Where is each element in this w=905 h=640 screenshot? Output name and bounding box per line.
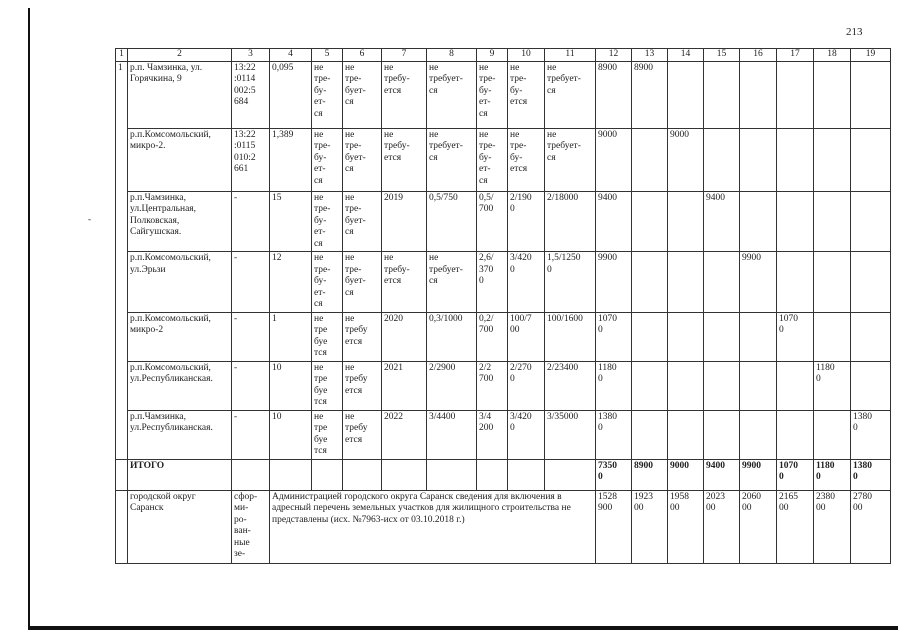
table-cell <box>704 128 740 191</box>
table-cell <box>851 61 891 128</box>
table-cell: 100/7 00 <box>508 312 545 361</box>
row-number: 1 <box>116 61 128 459</box>
table-cell: 0,095 <box>270 61 312 128</box>
table-cell: 1528 900 <box>596 490 632 563</box>
table-cell: 1923 00 <box>632 490 668 563</box>
table-cell: 2020 <box>382 312 427 361</box>
table-cell: 1958 00 <box>668 490 704 563</box>
table-cell: не тре- бу- ет- ся <box>312 252 343 313</box>
table-cell: не требу- ется <box>382 128 427 191</box>
table-row <box>116 191 891 252</box>
table-cell: не тре- бу- ется <box>508 128 545 191</box>
table-row <box>116 61 891 128</box>
district-name: городской округ Саранск <box>128 490 232 563</box>
column-header: 3 <box>232 49 270 62</box>
table-cell: 2019 <box>382 191 427 252</box>
table-cell: не требу- ется <box>382 252 427 313</box>
table-cell: 10 <box>270 361 312 410</box>
table-cell: - <box>232 252 270 313</box>
table-cell <box>851 312 891 361</box>
table-cell: 3/4400 <box>427 410 477 459</box>
table-cell <box>508 459 545 490</box>
table-cell: не тре- бу- ет- ся <box>312 191 343 252</box>
table-cell: не требует- ся <box>427 128 477 191</box>
table-cell: 9900 <box>596 252 632 313</box>
table-cell: р.п.Комсомольский, микро-2 <box>128 312 232 361</box>
table-cell: не требу ется <box>343 410 382 459</box>
table-cell: - <box>232 361 270 410</box>
total-value: 9000 <box>668 459 704 490</box>
column-header: 18 <box>814 49 851 62</box>
table-cell: 9400 <box>596 191 632 252</box>
table-cell <box>814 312 851 361</box>
table-cell <box>668 191 704 252</box>
table-cell: не тре- бу- ет- ся <box>477 128 508 191</box>
column-header: 19 <box>851 49 891 62</box>
table-cell <box>545 459 596 490</box>
page-number: 213 <box>846 26 863 38</box>
column-header: 5 <box>312 49 343 62</box>
table-cell: сфор- ми- ро- ван- ные зе- <box>232 490 270 563</box>
table-cell <box>740 410 777 459</box>
table-cell <box>814 252 851 313</box>
table-cell <box>704 361 740 410</box>
table-cell: 8900 <box>632 61 668 128</box>
table-cell: - <box>232 410 270 459</box>
table-cell: 2021 <box>382 361 427 410</box>
table-cell: не тре буе тся <box>312 361 343 410</box>
table-cell <box>777 252 814 313</box>
table-cell <box>740 61 777 128</box>
table-cell: 1380 0 <box>596 410 632 459</box>
table-cell <box>632 191 668 252</box>
table-cell <box>777 128 814 191</box>
table-cell: 2/2 700 <box>477 361 508 410</box>
left-border-line <box>28 8 30 630</box>
table-cell: 2/23400 <box>545 361 596 410</box>
table-cell <box>851 128 891 191</box>
column-header: 9 <box>477 49 508 62</box>
table-cell <box>668 361 704 410</box>
column-header: 8 <box>427 49 477 62</box>
table-cell <box>312 459 343 490</box>
table-row <box>116 252 891 313</box>
table-cell: 2,6/ 370 0 <box>477 252 508 313</box>
table-cell: 3/420 0 <box>508 252 545 313</box>
table-cell <box>116 459 128 490</box>
table-cell: не тре- бу- ет- ся <box>312 128 343 191</box>
table-cell <box>668 312 704 361</box>
column-header: 7 <box>382 49 427 62</box>
table-cell <box>668 410 704 459</box>
table-cell <box>232 459 270 490</box>
table-cell <box>427 459 477 490</box>
column-header: 2 <box>128 49 232 62</box>
table-cell <box>632 312 668 361</box>
table-cell: 8900 <box>596 61 632 128</box>
total-label: ИТОГО <box>128 459 232 490</box>
table-cell: не тре- бует- ся <box>343 252 382 313</box>
table-cell: не тре- бует- ся <box>343 61 382 128</box>
total-value: 9900 <box>740 459 777 490</box>
table-cell: 0,5/ 700 <box>477 191 508 252</box>
table-cell <box>777 361 814 410</box>
table-cell: 2380 00 <box>814 490 851 563</box>
table-cell: не тре- бует- ся <box>343 128 382 191</box>
column-header: 10 <box>508 49 545 62</box>
table-cell: 1070 0 <box>777 312 814 361</box>
table-row <box>116 410 891 459</box>
table-cell: не тре- бу- ет- ся <box>312 61 343 128</box>
table-cell: 2/270 0 <box>508 361 545 410</box>
total-row <box>116 459 891 490</box>
table-cell <box>851 361 891 410</box>
table-cell: р.п.Комсомольский, ул.Республиканская. <box>128 361 232 410</box>
table-cell <box>704 252 740 313</box>
table-cell: 3/4 200 <box>477 410 508 459</box>
table-cell <box>814 128 851 191</box>
table-cell: 13:22 :0114 002:5 684 <box>232 61 270 128</box>
column-header: 14 <box>668 49 704 62</box>
column-header: 4 <box>270 49 312 62</box>
table-cell <box>740 312 777 361</box>
bottom-border-line <box>28 626 898 630</box>
table-cell: 9900 <box>740 252 777 313</box>
table-cell: 1,5/1250 0 <box>545 252 596 313</box>
table-cell: не требует- ся <box>427 252 477 313</box>
table-cell <box>704 410 740 459</box>
table-cell: не тре- бу- ется <box>508 61 545 128</box>
column-header: 13 <box>632 49 668 62</box>
table-cell <box>740 128 777 191</box>
header-row <box>116 49 891 62</box>
total-value: 1380 0 <box>851 459 891 490</box>
table-cell: 2/190 0 <box>508 191 545 252</box>
table-cell <box>632 361 668 410</box>
table-cell: 2022 <box>382 410 427 459</box>
table-cell <box>704 312 740 361</box>
total-value: 9400 <box>704 459 740 490</box>
table-cell: р.п. Чамзинка, ул. Горячкина, 9 <box>128 61 232 128</box>
table-cell <box>343 459 382 490</box>
table-cell: 0,3/1000 <box>427 312 477 361</box>
table-cell: 0,2/ 700 <box>477 312 508 361</box>
table-cell: не требует- ся <box>545 128 596 191</box>
table-cell: не требу- ется <box>382 61 427 128</box>
table-row <box>116 128 891 191</box>
total-value: 7350 0 <box>596 459 632 490</box>
table-cell: не тре буе тся <box>312 410 343 459</box>
table-cell <box>704 61 740 128</box>
total-value: 1070 0 <box>777 459 814 490</box>
table-cell: р.п.Чамзинка, ул.Республиканская. <box>128 410 232 459</box>
table-cell: 9000 <box>668 128 704 191</box>
column-header: 6 <box>343 49 382 62</box>
table-cell: 1 <box>270 312 312 361</box>
table-cell: не тре- бует- ся <box>343 191 382 252</box>
column-header: 15 <box>704 49 740 62</box>
column-header: 17 <box>777 49 814 62</box>
table-cell: 15 <box>270 191 312 252</box>
total-value: 1180 0 <box>814 459 851 490</box>
table-cell: 1180 0 <box>814 361 851 410</box>
table-cell: 2/18000 <box>545 191 596 252</box>
land-plots-table <box>115 48 891 564</box>
column-header: 11 <box>545 49 596 62</box>
column-header: 12 <box>596 49 632 62</box>
table-cell: 2165 00 <box>777 490 814 563</box>
table-cell <box>851 252 891 313</box>
table-cell <box>632 410 668 459</box>
district-note: Администрацией городского округа Саранск сведения для включения в адресный перечень земельных участков для жилищного строительства не представлены (исх. №7963-исх от 03.10.2018 г.) <box>270 490 596 563</box>
table-cell: не тре буе тся <box>312 312 343 361</box>
table-cell: 1070 0 <box>596 312 632 361</box>
table-cell: 2060 00 <box>740 490 777 563</box>
table-cell: 2/2900 <box>427 361 477 410</box>
table-cell: 0,5/750 <box>427 191 477 252</box>
table-cell <box>777 61 814 128</box>
table-cell: 10 <box>270 410 312 459</box>
table-cell: не требует- ся <box>545 61 596 128</box>
table-cell: 100/1600 <box>545 312 596 361</box>
table-cell <box>668 61 704 128</box>
total-value: 8900 <box>632 459 668 490</box>
table-cell: не тре- бу- ет- ся <box>477 61 508 128</box>
table-cell: р.п.Чамзинка, ул.Центральная, Полковская, Сайгушская. <box>128 191 232 252</box>
table-cell <box>814 61 851 128</box>
table-cell <box>814 410 851 459</box>
table-cell <box>668 252 704 313</box>
table-cell <box>740 361 777 410</box>
table-cell: 12 <box>270 252 312 313</box>
table-cell: 2780 00 <box>851 490 891 563</box>
table-cell: р.п.Комсомольский, ул.Эрьзи <box>128 252 232 313</box>
column-header: 16 <box>740 49 777 62</box>
table-cell <box>777 410 814 459</box>
column-header: 1 <box>116 49 128 62</box>
margin-mark: - <box>88 214 91 224</box>
table-row <box>116 361 891 410</box>
table-cell: 9000 <box>596 128 632 191</box>
table-cell <box>814 191 851 252</box>
table-cell: - <box>232 191 270 252</box>
table-cell <box>632 128 668 191</box>
table-cell <box>116 490 128 563</box>
table-cell: не требует- ся <box>427 61 477 128</box>
table-cell: 9400 <box>704 191 740 252</box>
table-cell <box>477 459 508 490</box>
table-cell <box>632 252 668 313</box>
table-cell <box>777 191 814 252</box>
table-cell: 3/420 0 <box>508 410 545 459</box>
table-cell: 1,389 <box>270 128 312 191</box>
table-cell: 13:22 :0115 010:2 661 <box>232 128 270 191</box>
table-cell: не требу ется <box>343 312 382 361</box>
table-cell <box>851 191 891 252</box>
table-cell <box>382 459 427 490</box>
table-cell <box>740 191 777 252</box>
table-cell: - <box>232 312 270 361</box>
table-cell: 3/35000 <box>545 410 596 459</box>
table-cell: 1380 0 <box>851 410 891 459</box>
table-cell: не требу ется <box>343 361 382 410</box>
city-district-row <box>116 490 891 563</box>
table-cell: р.п.Комсомольский, микро-2. <box>128 128 232 191</box>
table-cell: 1180 0 <box>596 361 632 410</box>
table-cell <box>270 459 312 490</box>
table-cell: 2023 00 <box>704 490 740 563</box>
table-row <box>116 312 891 361</box>
